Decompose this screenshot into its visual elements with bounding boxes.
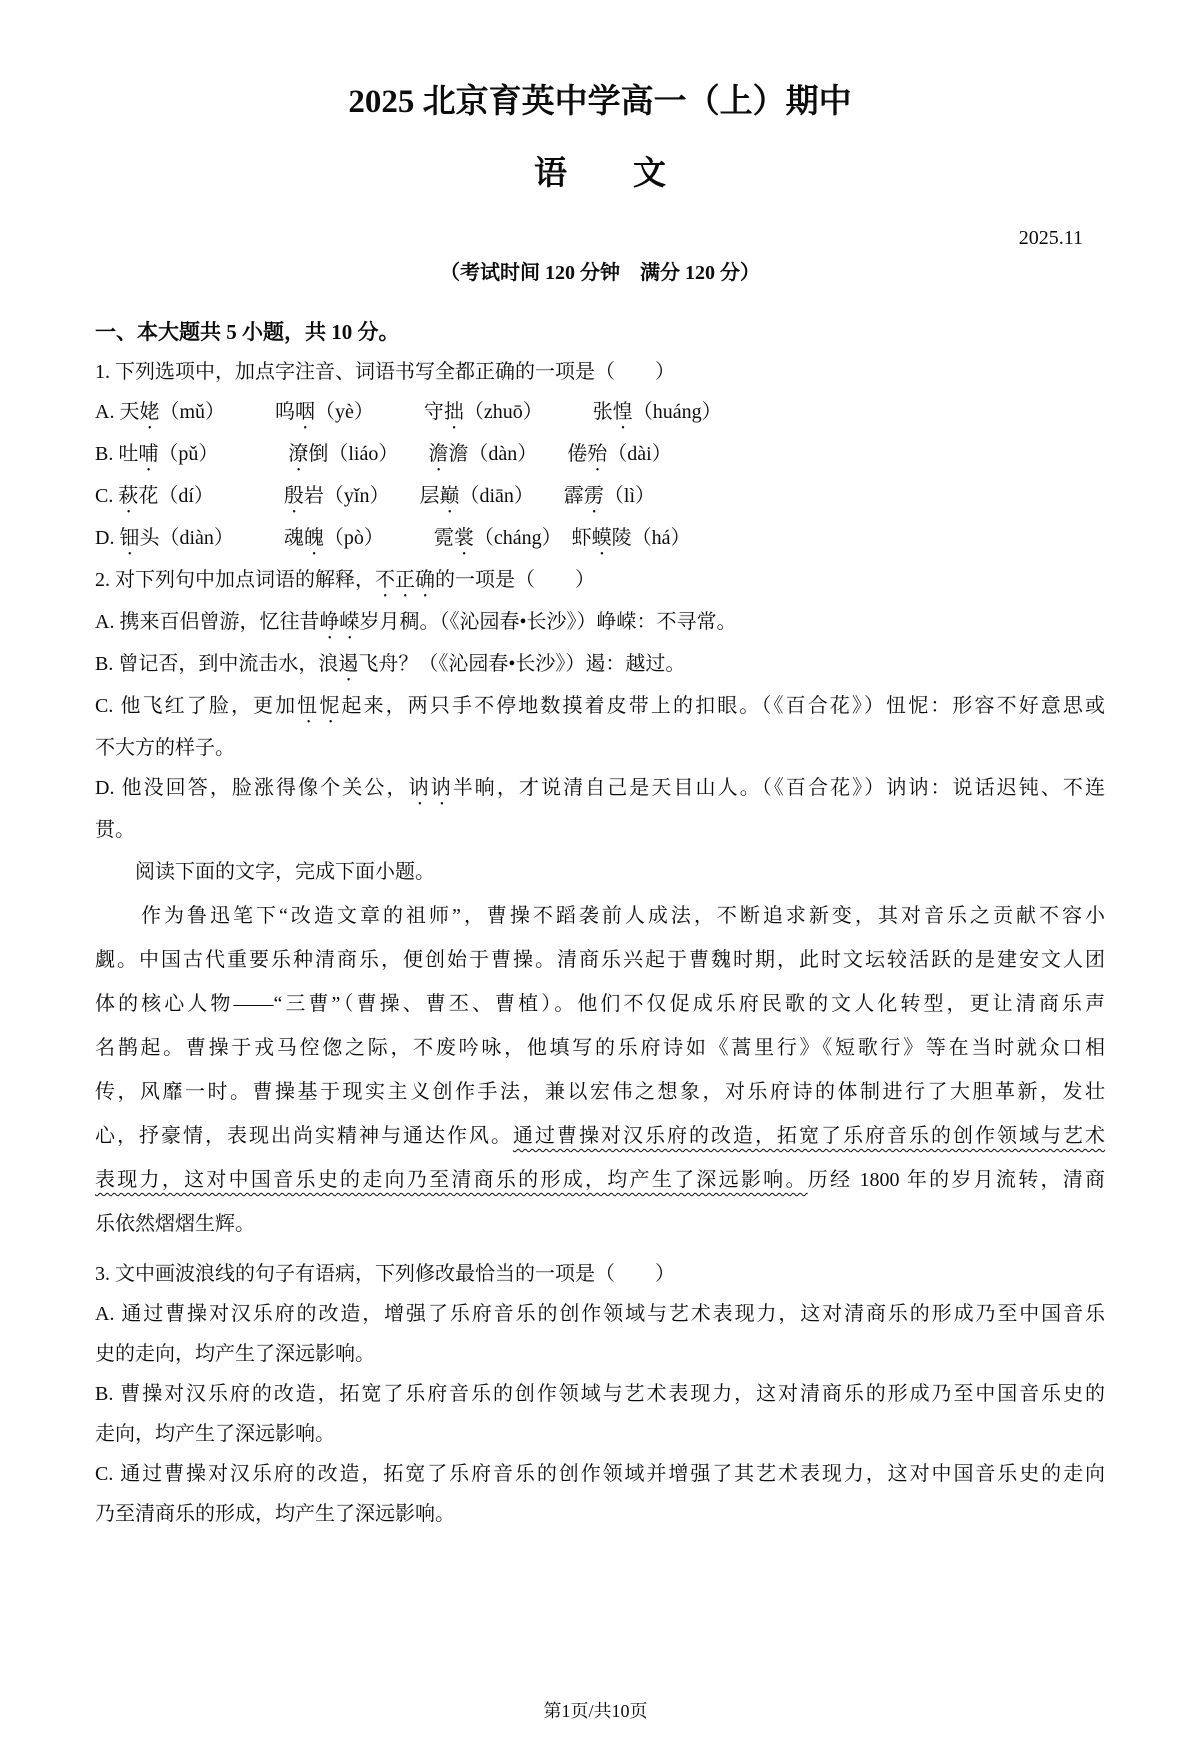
q2-stem (95, 560, 1105, 602)
q1-option-a (95, 392, 1105, 434)
emphasized-text: 讷讷 (408, 777, 453, 799)
subject-title: 语 文 (534, 156, 666, 192)
emphasized-text: 咽 (295, 401, 316, 423)
text-segment: （yè） 守 (315, 401, 444, 423)
emphasized-text: 姥 (139, 401, 160, 423)
emphasized-text: 峥嵘 (319, 611, 360, 633)
text-segment: 2. 对下列句中加点词语的解释， (95, 569, 375, 591)
q3-option-a-line2: 史的走向，均产生了深远影响。 (95, 1343, 375, 1365)
text-segment: （diān） 霹 (459, 485, 584, 507)
text-segment: 头（diàn） 魂 (139, 527, 304, 549)
q2-option-d-line2: 贯。 (95, 819, 135, 841)
text-segment: A. 天 (95, 401, 140, 423)
text-segment: 飞舟？（《沁园春•长沙》）遏：越过。 (358, 653, 686, 675)
passage-line-7 (95, 1158, 1105, 1202)
q3-option-c-line1: C. 通过曹操对汉乐府的改造，拓宽了乐府音乐的创作领域并增强了其艺术表现力，这对中国音乐史的走向 (95, 1463, 1105, 1485)
text-segment: 历经 1800 年的岁月流转，清商 (807, 1169, 1106, 1191)
exam-meta: （考试时间 120 分钟 满分 120 分） (440, 262, 760, 284)
page-number-indicator: 第1页/共10页 (543, 1701, 648, 1721)
passage-line-3: 体的核心人物——“三曹”（曹操、曹丕、曹植）。他们不仅促成乐府民歌的文人化转型，更让清商乐声 (95, 993, 1105, 1015)
q2-option-b (95, 644, 1105, 686)
text-segment: （mǔ） 呜 (159, 401, 296, 423)
text-segment: 起来，两只手不停地数摸着皮带上的扣眼。（《百合花》）忸怩：形容不好意思或 (341, 695, 1106, 717)
emphasized-text: 不正确 (375, 569, 435, 591)
passage-line-6 (95, 1114, 1105, 1158)
text-segment: 心，抒豪情，表现出尚实精神与通达作风。 (95, 1125, 513, 1147)
exam-page (0, 80, 1191, 1534)
text-segment: （zhuō） 张 (463, 401, 613, 423)
emphasized-text: 巅 (439, 485, 460, 507)
text-segment: C. 他飞红了脸，更加 (95, 695, 298, 717)
passage-line-1: 作为鲁迅笔下“改造文章的祖师”，曹操不蹈袭前人成法，不断追求新变，其对音乐之贡献不容小 (95, 905, 1105, 927)
emphasized-text: 殷 (283, 485, 304, 507)
exam-date: 2025.11 (1018, 227, 1083, 249)
text-segment: 陵（há） (611, 527, 691, 549)
text-segment: （huáng） (632, 401, 722, 423)
text-segment: D. (95, 527, 120, 549)
passage-line-8: 乐依然熠熠生辉。 (95, 1213, 255, 1235)
text-segment: B. 吐 (95, 443, 139, 465)
text-segment: （dài） (607, 443, 672, 465)
text-segment: 澹（dàn） 倦 (448, 443, 588, 465)
wavy-underlined-text: 通过曹操对汉乐府的改造，拓宽了乐府音乐的创作领域与艺术 (513, 1125, 1105, 1147)
passage-intro: 阅读下面的文字，完成下面小题。 (95, 861, 435, 883)
emphasized-text: 哺 (138, 443, 159, 465)
emphasized-text: 澹 (428, 443, 449, 465)
emphasized-text: 萩 (118, 485, 139, 507)
text-segment: 岩（yǐn） 层 (303, 485, 440, 507)
passage-line-2: 觑。中国古代重要乐种清商乐，便创始于曹操。清商乐兴起于曹魏时期，此时文坛较活跃的是建安文人团 (95, 949, 1105, 971)
q3-option-c-line2: 乃至清商乐的形成，均产生了深远影响。 (95, 1503, 455, 1525)
passage-line-4: 名鹊起。曹操于戎马倥偬之际，不废吟咏，他填写的乐府诗如《蒿里行》《短歌行》等在当时就众口相 (95, 1037, 1105, 1059)
emphasized-text: 钿 (119, 527, 140, 549)
text-segment: 岁月稠。（《沁园春•长沙》）峥嵘：不寻常。 (359, 611, 737, 633)
emphasized-text: 拙 (443, 401, 464, 423)
wavy-underlined-text: 表现力，这对中国音乐史的走向乃至清商乐的形成，均产生了深远影响。 (95, 1169, 808, 1191)
emphasized-text: 惶 (612, 401, 633, 423)
emphasized-text: 雳 (583, 485, 604, 507)
passage-line-5: 传，风靡一时。曹操基于现实主义创作手法，兼以宏伟之想象，对乐府诗的体制进行了大胆革新，发壮 (95, 1081, 1105, 1103)
q1-stem: 1. 下列选项中，加点字注音、词语书写全都正确的一项是（ ） (95, 361, 675, 383)
text-segment: C. (95, 485, 119, 507)
emphasized-text: 魄 (303, 527, 324, 549)
exam-title: 2025 北京育英中学高一（上）期中 (348, 84, 852, 120)
q2-option-c-line2: 不大方的样子。 (95, 737, 235, 759)
emphasized-text: 殆 (587, 443, 608, 465)
q2-option-d-line1 (95, 768, 1105, 810)
q1-option-b (95, 434, 1105, 476)
text-segment: 花（dí） (138, 485, 284, 507)
text-segment: 的一项是（ ） (435, 569, 595, 591)
q2-option-c-line1 (95, 686, 1105, 728)
emphasized-text: 裳 (453, 527, 474, 549)
text-segment: （lì） (603, 485, 656, 507)
q3-option-b-line2: 走向，均产生了深远影响。 (95, 1423, 335, 1445)
q3-stem: 3. 文中画波浪线的句子有语病，下列修改最恰当的一项是（ ） (95, 1263, 675, 1285)
q3-option-b-line1: B. 曹操对汉乐府的改造，拓宽了乐府音乐的创作领域与艺术表现力，这对清商乐的形成乃至中国音乐史的 (95, 1383, 1105, 1405)
text-segment: （pò） 霓 (323, 527, 454, 549)
q2-option-a (95, 602, 1105, 644)
q3-option-a-line1: A. 通过曹操对汉乐府的改造，增强了乐府音乐的创作领域与艺术表现力，这对清商乐的形成乃至中国音乐 (95, 1303, 1105, 1325)
text-segment: 倒（liáo） (308, 443, 429, 465)
emphasized-text: 潦 (288, 443, 309, 465)
q1-option-d (95, 518, 1105, 560)
text-segment: （pǔ） (158, 443, 289, 465)
q1-option-c (95, 476, 1105, 518)
text-segment: （cháng） 虾 (473, 527, 592, 549)
section-one-heading: 一、本大题共 5 小题，共 10 分。 (95, 320, 400, 344)
emphasized-text: 忸怩 (297, 695, 342, 717)
text-segment: A. 携来百侣曾游，忆往昔 (95, 611, 320, 633)
emphasized-text: 蟆 (591, 527, 612, 549)
text-segment: B. 曾记否，到中流击水，浪 (95, 653, 339, 675)
emphasized-text: 遏 (338, 653, 359, 675)
text-segment: 半晌，才说清自己是天目山人。（《百合花》）讷讷：说话迟钝、不连 (452, 777, 1106, 799)
text-segment: D. 他没回答，脸涨得像个关公， (95, 777, 409, 799)
